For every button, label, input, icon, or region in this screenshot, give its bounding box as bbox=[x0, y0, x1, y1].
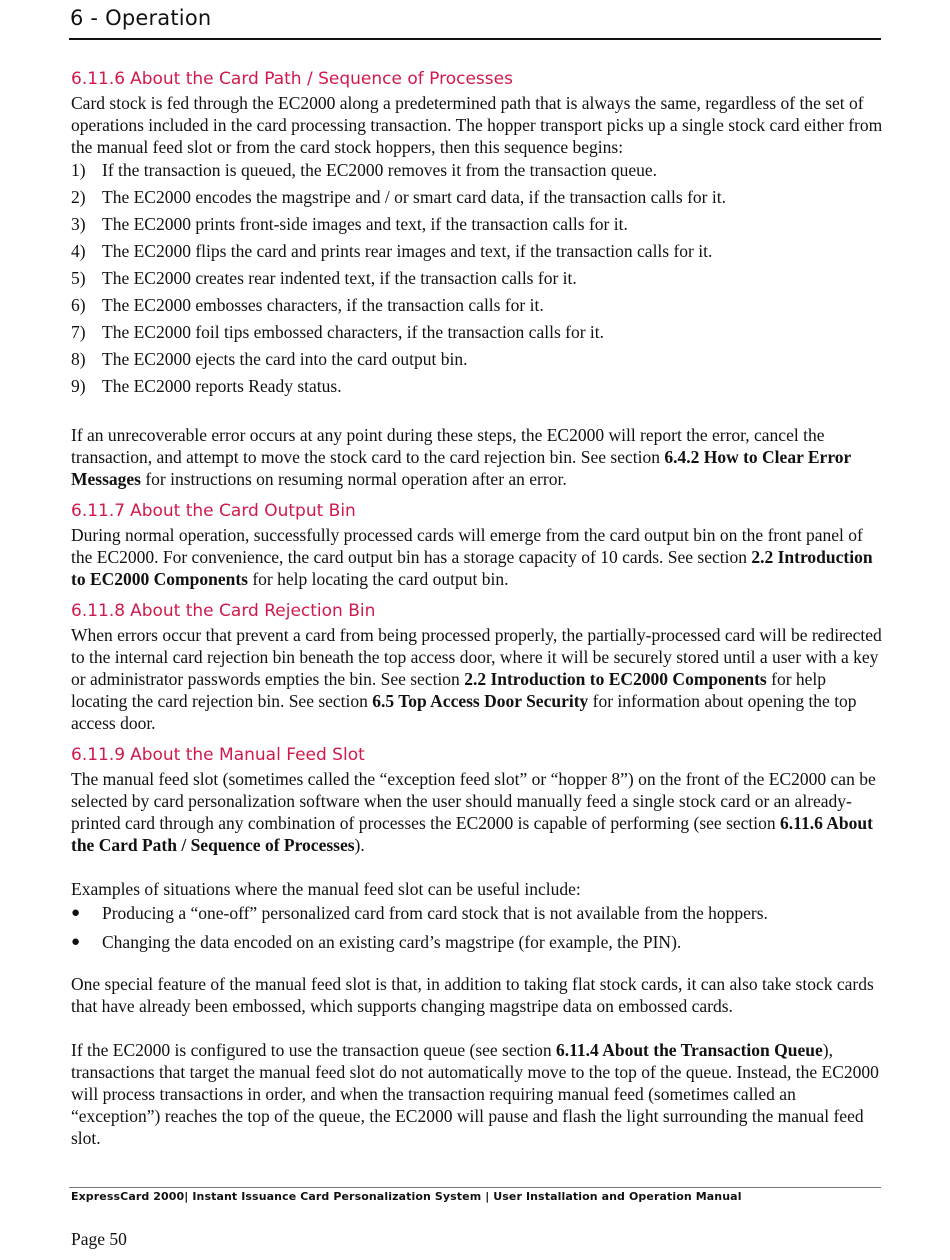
list-item bbox=[71, 159, 883, 186]
step-text: The EC2000 creates rear indented text, if the transaction calls for it. bbox=[102, 268, 577, 288]
step-number: 5) bbox=[71, 268, 86, 288]
section-heading-6-11-6 bbox=[71, 66, 883, 92]
list-item bbox=[71, 375, 883, 402]
section-title: About the Manual Feed Slot bbox=[130, 745, 365, 765]
paragraph-text: If the EC2000 is configured to use the transaction queue (see section bbox=[71, 1040, 556, 1060]
spacer bbox=[71, 1017, 883, 1039]
section-title: About the Card Path / Sequence of Processes bbox=[130, 69, 513, 89]
list-item bbox=[71, 213, 883, 240]
rejection-bin-paragraph bbox=[71, 624, 883, 734]
card-path-intro: Card stock is fed through the EC2000 along a predetermined path that is always the same, regardless of the set of operations included in the card processing transaction. The hopper transport picks up a single stock card either from the manual feed slot or from the card stock hoppers, then this sequence begins: bbox=[71, 93, 883, 157]
step-text: The EC2000 foil tips embossed characters, if the transaction calls for it. bbox=[102, 322, 605, 342]
error-text: If an unrecoverable error occurs at any point during these steps, the EC2000 will report the error, cancel the transaction, and attempt to move the stock card to the card rejection bin. See section bbox=[71, 425, 825, 467]
process-sequence-list bbox=[71, 159, 883, 402]
spacer bbox=[71, 402, 883, 424]
section-reference: 2.2 Introduction to EC2000 Components bbox=[71, 547, 873, 589]
section-heading-6-11-9 bbox=[71, 742, 883, 768]
step-number: 2) bbox=[71, 187, 86, 207]
list-item bbox=[71, 294, 883, 321]
step-number: 3) bbox=[71, 214, 86, 234]
spacer bbox=[71, 590, 883, 598]
footer-text: ExpressCard 2000| Instant Issuance Card Personalization System | User Installation and Operation Manual bbox=[71, 1190, 742, 1203]
section-reference: 6.4.2 How to Clear Error Messages bbox=[71, 447, 851, 489]
bullet-icon: ● bbox=[71, 905, 81, 921]
footer-rule bbox=[69, 1187, 881, 1188]
chapter-title: 6 - Operation bbox=[70, 6, 212, 30]
paragraph-text-end: ), transactions that target the manual feed slot do not automatically move to the top of the queue. Instead, the EC2000 will process transactions in order, and when the transaction requiring manual feed (sometimes called an “exception”) reaches the top of the queue, the EC2000 will pause and flash the light surrounding the manual feed slot. bbox=[71, 1040, 879, 1148]
special-feature-paragraph: One special feature of the manual feed slot is that, in addition to taking flat stock cards, it can also take stock cards that have already been embossed, which supports changing magstripe data on embossed cards. bbox=[71, 974, 874, 1016]
paragraph-text-end: ). bbox=[354, 835, 365, 855]
section-reference: 2.2 Introduction to EC2000 Components bbox=[464, 669, 767, 689]
list-item bbox=[71, 348, 883, 375]
list-item bbox=[71, 931, 883, 960]
page-number: Page 50 bbox=[71, 1229, 127, 1249]
step-number: 9) bbox=[71, 376, 86, 396]
examples-list bbox=[71, 902, 883, 960]
paragraph-text: The manual feed slot (sometimes called the “exception feed slot” or “hopper 8”) on the front of the EC2000 can be selected by card personalization software when the user should manually feed a single stock card or an already-printed card through any combination of processes the EC2000 is capable of performing (see section bbox=[71, 769, 876, 833]
section-title: About the Card Output Bin bbox=[130, 501, 356, 521]
page-content bbox=[71, 66, 883, 1149]
transaction-queue-paragraph bbox=[71, 1039, 883, 1149]
error-paragraph bbox=[71, 424, 883, 490]
paragraph-text: When errors occur that prevent a card from being processed properly, the partially-processed card will be redirected to the internal card rejection bin beneath the top access door, where it will be securely stored until a user with a key or administrator passwords empties the bin. See section bbox=[71, 625, 882, 689]
step-text: The EC2000 ejects the card into the card output bin. bbox=[102, 349, 468, 369]
output-bin-paragraph bbox=[71, 524, 883, 590]
step-number: 1) bbox=[71, 160, 86, 180]
step-text: The EC2000 encodes the magstripe and / or smart card data, if the transaction calls for it. bbox=[102, 187, 726, 207]
spacer bbox=[71, 960, 883, 973]
section-heading-6-11-7 bbox=[71, 498, 883, 524]
step-text: The EC2000 embosses characters, if the transaction calls for it. bbox=[102, 295, 544, 315]
section-number: 6.11.6 bbox=[71, 69, 126, 89]
spacer bbox=[71, 490, 883, 498]
bullet-text: Changing the data encoded on an existing card’s magstripe (for example, the PIN). bbox=[102, 932, 682, 952]
list-item bbox=[71, 186, 883, 213]
list-item bbox=[71, 267, 883, 294]
bullet-icon: ● bbox=[71, 934, 81, 950]
step-text: The EC2000 reports Ready status. bbox=[102, 376, 342, 396]
examples-intro: Examples of situations where the manual feed slot can be useful include: bbox=[71, 879, 581, 899]
section-reference: 6.5 Top Access Door Security bbox=[372, 691, 589, 711]
section-title: About the Card Rejection Bin bbox=[130, 601, 376, 621]
spacer bbox=[71, 734, 883, 742]
section-reference: 6.11.6 About the Card Path / Sequence of Processes bbox=[71, 813, 873, 855]
step-text: The EC2000 flips the card and prints rear images and text, if the transaction calls for it. bbox=[102, 241, 713, 261]
step-number: 8) bbox=[71, 349, 86, 369]
step-number: 4) bbox=[71, 241, 86, 261]
manual-feed-paragraph bbox=[71, 768, 883, 856]
step-text: The EC2000 prints front-side images and text, if the transaction calls for it. bbox=[102, 214, 628, 234]
paragraph-text-end: for help locating the card output bin. bbox=[247, 569, 509, 589]
bullet-text: Producing a “one-off” personalized card from card stock that is not available from the hoppers. bbox=[102, 903, 768, 923]
step-number: 6) bbox=[71, 295, 86, 315]
spacer bbox=[71, 856, 883, 878]
section-number: 6.11.9 bbox=[71, 745, 126, 765]
section-number: 6.11.7 bbox=[71, 501, 126, 521]
list-item bbox=[71, 902, 883, 931]
error-text-end: for instructions on resuming normal operation after an error. bbox=[140, 469, 567, 489]
list-item bbox=[71, 240, 883, 267]
step-number: 7) bbox=[71, 322, 86, 342]
section-reference: 6.11.4 About the Transaction Queue bbox=[556, 1040, 823, 1060]
paragraph-text: During normal operation, successfully processed cards will emerge from the card output bin on the front panel of the EC2000. For convenience, the card output bin has a storage capacity of 10 cards. See section bbox=[71, 525, 863, 567]
section-heading-6-11-8 bbox=[71, 598, 883, 624]
list-item bbox=[71, 321, 883, 348]
step-text: If the transaction is queued, the EC2000 removes it from the transaction queue. bbox=[102, 160, 657, 180]
paragraph-text: for help locating the card rejection bin. See section bbox=[71, 669, 827, 711]
section-number: 6.11.8 bbox=[71, 601, 126, 621]
header-rule bbox=[69, 38, 881, 40]
paragraph-text-end: for information about opening the top access door. bbox=[71, 691, 857, 733]
